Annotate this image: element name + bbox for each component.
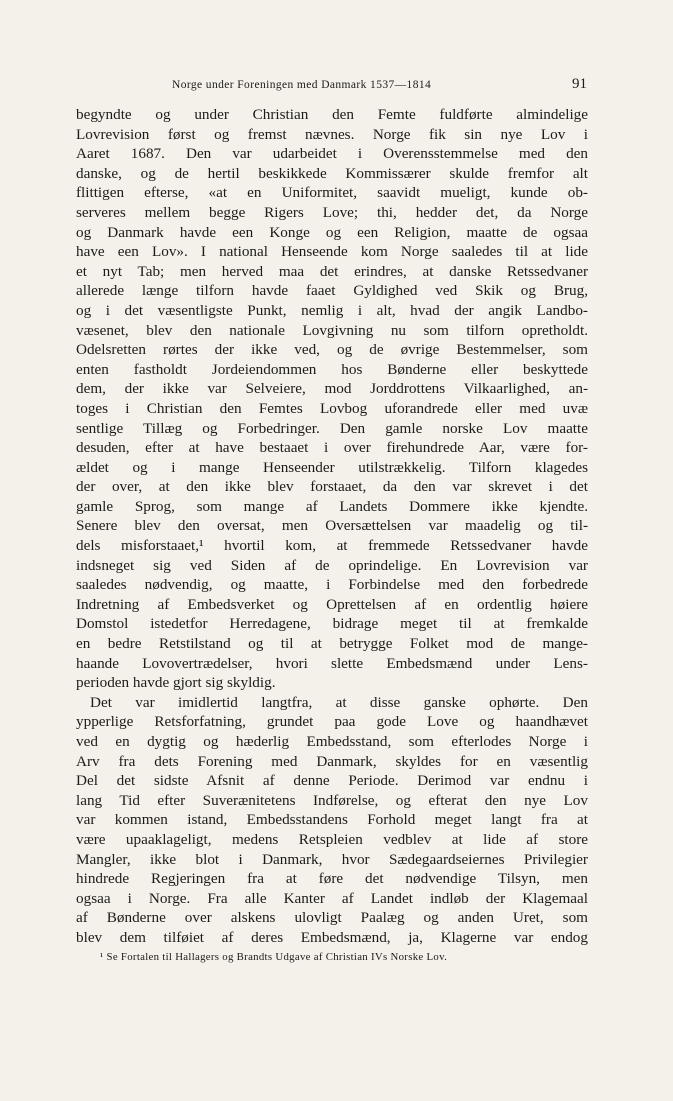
- text-line: en bedre Retstilstand og til at betrygge Folket mod de mange-: [76, 635, 588, 653]
- text-line: blev dem tilføiet af deres Embedsmænd, ja, Klagerne var endog: [76, 928, 588, 946]
- text-line: Det var imidlertid langtfra, at disse ganske ophørte. Den: [90, 693, 588, 711]
- text-line: saaledes nødvendig, og maatte, i Forbindelse med den forbedrede: [76, 576, 588, 594]
- text-line: Senere blev den oversat, men Oversættelsen var maadelig og til-: [76, 517, 588, 535]
- text-line: indsneget sig ved Siden af de oprindelige. En Lovrevision var: [76, 556, 588, 574]
- text-line: af Bønderne over alskens ulovligt Paalæg og anden Uret, som: [76, 909, 588, 927]
- page-header: [76, 76, 587, 93]
- text-line: gamle Sprog, som mange af Landets Dommere ikke kjendte.: [76, 497, 588, 515]
- text-line: og i det væsentligste Punkt, nemlig i alt, hvad der angik Landbo-: [76, 301, 588, 319]
- text-line: have een Lov». I national Henseende kom Norge saaledes til at lide: [76, 243, 588, 261]
- text-line: dem, der ikke var Selveiere, mod Jorddrottens Vilkaarlighed, an-: [76, 380, 588, 398]
- text-line: desuden, efter at have bestaaet i over firehundrede Aar, være for-: [76, 439, 588, 457]
- text-line: serveres mellem begge Rigers Love; thi, hedder det, da Norge: [76, 203, 588, 221]
- text-line: væsenet, blev den nationale Lovgivning nu som tilforn opretholdt.: [76, 321, 588, 339]
- body-text: [76, 105, 588, 948]
- text-line: ogsaa i Norge. Fra alle Kanter af Landet indløb der Klagemaal: [76, 889, 588, 907]
- footnote: ¹ Se Fortalen til Hallagers og Brandts Udgave af Christian IVs Norske Lov.: [100, 951, 448, 963]
- page-number: 91: [572, 76, 587, 92]
- running-title: Norge under Foreningen med Danmark 1537—1814: [172, 79, 432, 91]
- text-line: være upaaklageligt, medens Retspleien vedblev at lide af store: [76, 830, 588, 848]
- text-line: haande Lovovertrædelser, hvori slette Embedsmænd under Lens-: [76, 654, 588, 672]
- text-line: enten fastholdt Jordeiendommen hos Bønderne eller beskyttede: [76, 360, 588, 378]
- text-line: sentlige Tillæg og Forbedringer. Den gamle norske Lov maatte: [76, 419, 588, 437]
- text-line: der over, at den ikke blev forstaaet, da den var skrevet i det: [76, 478, 588, 496]
- text-line: var kommen istand, Embedsstandens Forhold meget langt fra at: [76, 811, 588, 829]
- text-line: flittigen efterse, «at en Uniformitet, saavidt mueligt, kunde ob-: [76, 184, 588, 202]
- text-line: ved en dygtig og hæderlig Embedsstand, som efterlodes Norge i: [76, 733, 588, 750]
- text-line: allerede længe tilforn havde faaet Gyldighed ved Skik og Brug,: [76, 282, 588, 300]
- text-line: Odelsretten rørtes der ikke ved, og de øvrige Bestemmelser, som: [76, 341, 588, 359]
- text-line: Lovrevision først og fremst nævnes. Norge fik sin nye Lov i: [76, 125, 588, 143]
- text-line: og Danmark havde een Konge og een Religion, maatte de ogsaa: [76, 223, 588, 241]
- text-line: ypperlige Retsforfatning, grundet paa gode Love og haandhævet: [76, 713, 588, 731]
- text-line: ældet og i mange Henseender utilstrækkelig. Tilforn klagedes: [76, 458, 588, 476]
- text-line: danske, og de hertil beskikkede Kommissærer skulde fremfor alt: [76, 164, 588, 182]
- text-line: begyndte og under Christian den Femte fuldførte almindelige: [76, 106, 588, 123]
- text-line: toges i Christian den Femtes Lovbog uforandrede eller med uvæ: [76, 399, 588, 417]
- text-line: et nyt Tab; men herved maa det erindres, at danske Retssedvaner: [76, 262, 588, 280]
- text-line: Mangler, ikke blot i Danmark, hvor Sædegaardseiernes Privilegier: [76, 850, 588, 868]
- text-line: Indretning af Embedsverket og Oprettelsen af en ordentlig høiere: [76, 595, 588, 613]
- text-line: dels misforstaaet,¹ hvortil kom, at fremmede Retssedvaner havde: [76, 537, 588, 555]
- text-line: Domstol istedetfor Herredagene, bidrage meget til at fremkalde: [76, 615, 588, 633]
- text-line: hindrede Regjeringen fra at føre det nødvendige Tilsyn, men: [76, 870, 588, 888]
- text-line: lang Tid efter Suverænitetens Indførelse, og efterat den nye Lov: [76, 791, 588, 809]
- text-line: Del det sidste Afsnit af denne Periode. Derimod var endnu i: [76, 772, 588, 790]
- text-line: perioden havde gjort sig skyldig.: [76, 674, 276, 692]
- text-line: Aaret 1687. Den var udarbeidet i Overensstemmelse med den: [76, 145, 588, 163]
- text-line: Arv fra dets Forening med Danmark, skyldes for en væsentlig: [76, 752, 588, 770]
